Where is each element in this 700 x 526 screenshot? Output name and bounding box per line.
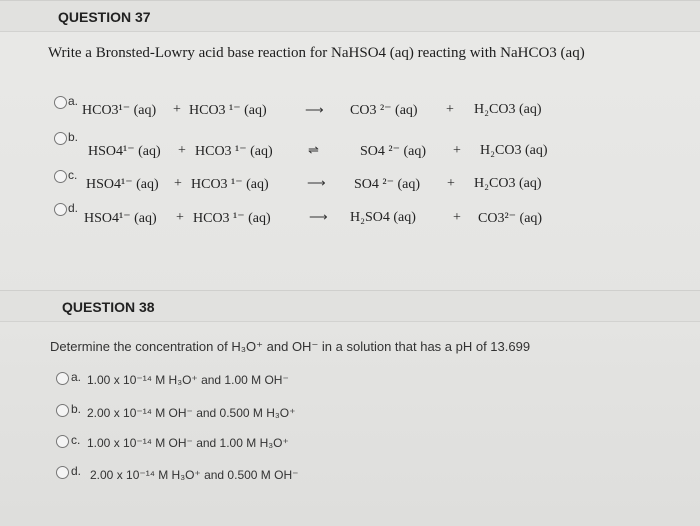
q37-option-a-product1: CO3 ²⁻ (aq) [350,103,418,118]
q38-option-d-text: 2.00 x 10⁻¹⁴ M H₃O⁺ and 0.500 M OH⁻ [90,468,299,482]
q38-option-a-text: 1.00 x 10⁻¹⁴ M H₃O⁺ and 1.00 M OH⁻ [87,373,289,387]
q37-option-d-reactant1: HSO4¹⁻ (aq) [84,211,157,226]
q37-option-c-reactant1: HSO4¹⁻ (aq) [86,177,159,192]
q38-option-c-text: 1.00 x 10⁻¹⁴ M OH⁻ and 1.00 M H₃O⁺ [87,436,289,450]
q37-option-b-plus1: + [178,143,186,158]
q37-option-a-plus2: + [446,102,454,117]
q37-option-b-radio[interactable] [54,132,67,145]
q37-option-b-plus2: + [453,143,461,158]
q37-option-a-letter: a. [68,94,79,108]
q38-option-b-radio[interactable] [56,404,69,417]
q37-option-a-reactant2: HCO3 ¹⁻ (aq) [189,103,267,118]
q38-option-d-radio[interactable] [56,466,69,479]
q37-option-d-reactant2: HCO3 ¹⁻ (aq) [193,211,271,226]
q38-option-c-letter: c. [71,433,81,447]
question-38-header [0,290,700,322]
q37-option-c-radio[interactable] [54,170,67,183]
q37-option-d-letter: d. [68,201,79,215]
q37-option-b-arrow: ⇌ [308,142,319,157]
q37-option-b-product2: H₂CO3 (aq) [480,143,548,158]
q37-option-c-product1: SO4 ²⁻ (aq) [354,177,421,192]
q37-option-b-product1: SO4 ²⁻ (aq) [360,144,427,159]
q37-option-c-plus1: + [174,176,182,191]
q37-option-d-product2: CO3²⁻ (aq) [478,211,543,226]
q37-option-b-reactant1: HSO4¹⁻ (aq) [88,144,161,159]
q38-option-b-text: 2.00 x 10⁻¹⁴ M OH⁻ and 0.500 M H₃O⁺ [87,406,296,420]
question-38-title: QUESTION 38 [62,299,155,315]
q37-option-a-product2: H₂CO3 (aq) [474,102,542,117]
q37-option-d-arrow: ⟶ [309,209,328,224]
q37-option-a-radio[interactable] [54,96,67,109]
q37-option-c-product2: H₂CO3 (aq) [474,176,542,191]
q38-option-a-radio[interactable] [56,372,69,385]
question-37-header [0,0,700,32]
q37-option-c-reactant2: HCO3 ¹⁻ (aq) [191,177,269,192]
question-37-prompt: Write a Bronsted-Lowry acid base reaction for NaHSO4 (aq) reacting with NaHCO3 (aq) [48,45,585,61]
question-38-prompt: Determine the concentration of H₃O⁺ and OH⁻ in a solution that has a pH of 13.699 [50,339,531,354]
q37-option-d-radio[interactable] [54,203,67,216]
q37-option-a-arrow: ⟶ [305,102,324,117]
q37-option-a-plus1: + [173,102,181,117]
q38-option-a-letter: a. [71,370,82,384]
q37-option-d-plus2: + [453,210,461,225]
q38-option-c-radio[interactable] [56,435,69,448]
question-37-title: QUESTION 37 [58,9,151,25]
q37-option-c-letter: c. [68,168,78,182]
q37-option-c-arrow: ⟶ [307,175,326,190]
q37-option-b-letter: b. [68,130,79,144]
q38-option-b-letter: b. [71,402,82,416]
q37-option-d-plus1: + [176,210,184,225]
q37-option-d-product1: H₂SO4 (aq) [350,210,416,225]
q37-option-c-plus2: + [447,176,455,191]
q38-option-d-letter: d. [71,464,82,478]
q37-option-b-reactant2: HCO3 ¹⁻ (aq) [195,144,273,159]
q37-option-a-reactant1: HCO3¹⁻ (aq) [82,103,157,118]
